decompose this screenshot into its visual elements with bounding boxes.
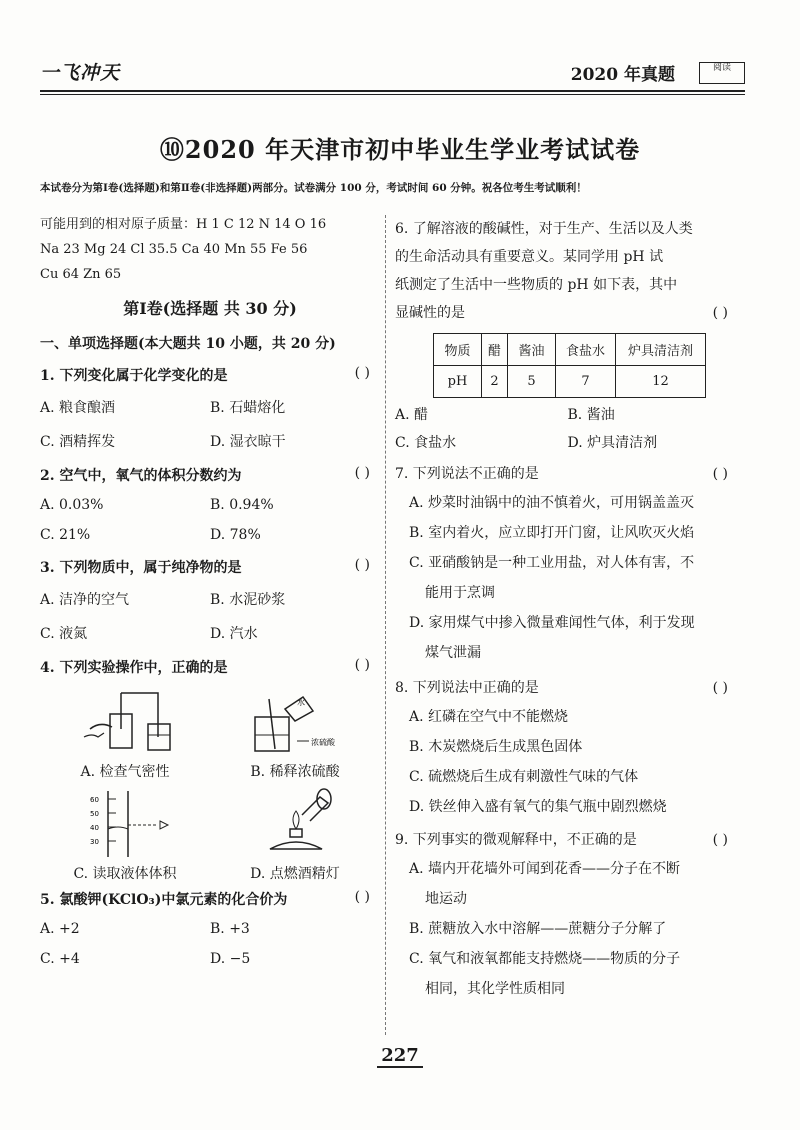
label-acid: 浓硫酸	[311, 738, 335, 747]
answer-blank: ( )	[354, 365, 370, 381]
option-c-continued: 能用于烹调	[425, 585, 495, 601]
tick-label: 30	[90, 838, 99, 846]
header-rule	[40, 90, 745, 92]
question-2-options-2	[40, 527, 380, 543]
option-b: B. +3	[210, 921, 250, 937]
question-5-stem	[40, 889, 380, 909]
question-1-text: 1. 下列变化属于化学变化的是	[40, 368, 228, 384]
label-water: 水	[297, 698, 305, 707]
tick-label: 40	[90, 824, 99, 832]
figure-a	[40, 689, 210, 781]
table-header: 食盐水	[556, 334, 616, 366]
alcohol-lamp-icon	[240, 787, 350, 861]
option-d: D. 铁丝伸入盛有氧气的集气瓶中剧烈燃烧	[409, 799, 667, 815]
tick-label: 50	[90, 810, 99, 818]
option-c: C. 氧气和液氧都能支持燃烧——物质的分子	[409, 951, 681, 967]
airtight-check-icon	[70, 689, 180, 759]
option-c: C. 液氮	[40, 626, 88, 642]
option-b: B. 0.94%	[210, 497, 274, 513]
page-header	[40, 52, 745, 92]
option-d: D. 炉具清洁剂	[567, 435, 658, 451]
question-1-options-2	[40, 431, 380, 451]
answer-blank: ( )	[712, 680, 728, 696]
question-7-stem	[395, 460, 740, 488]
column-divider	[385, 215, 386, 1035]
measuring-cylinder-icon	[70, 787, 180, 861]
question-3-text: 3. 下列物质中，属于纯净物的是	[40, 560, 242, 576]
figure-b-caption: B. 稀释浓硫酸	[250, 764, 340, 780]
exam-note: 本试卷分为第Ⅰ卷(选择题)和第Ⅱ卷(非选择题)两部分。试卷满分 100 分，考试时间 60 分钟。祝各位考生考试顺利！	[40, 182, 587, 194]
table-cell: 5	[508, 366, 556, 398]
figure-d	[210, 787, 380, 883]
question-3-options-2	[40, 623, 380, 643]
option-d: D. 湿衣晾干	[210, 434, 286, 450]
tick-label: 60	[90, 796, 99, 804]
option-a: A. 醋	[395, 407, 429, 423]
question-4-figures-top	[40, 689, 380, 781]
question-6-line-2: 的生命活动具有重要意义。某同学用 pH 试	[395, 249, 664, 265]
option-c: C. 食盐水	[395, 435, 457, 451]
question-6-line-1: 6. 了解溶液的酸碱性，对于生产、生活以及人类	[395, 221, 693, 237]
part-one-heading: 一、单项选择题(本大题共 10 小题，共 20 分)	[40, 336, 336, 352]
figure-c-caption: C. 读取液体体积	[73, 866, 177, 882]
table-header: 酱油	[508, 334, 556, 366]
reading-icon	[699, 62, 745, 84]
option-a: A. 0.03%	[40, 497, 104, 513]
option-b: B. 木炭燃烧后生成黑色固体	[409, 739, 583, 755]
option-c: C. 亚硝酸钠是一种工业用盐，对人体有害，不	[409, 555, 695, 571]
question-5-text: 5. 氯酸钾(KClO₃)中氯元素的化合价为	[40, 892, 288, 908]
table-cell: 7	[556, 366, 616, 398]
question-2-text: 2. 空气中，氧气的体积分数约为	[40, 468, 242, 484]
option-c: C. +4	[40, 951, 80, 967]
option-a: A. 炒菜时油锅中的油不慎着火，可用锅盖盖灭	[409, 495, 695, 511]
option-c: C. 21%	[40, 527, 91, 543]
question-7-text: 7. 下列说法不正确的是	[395, 466, 539, 482]
answer-blank: ( )	[712, 305, 728, 321]
ph-table-header-row	[434, 334, 706, 366]
left-column	[40, 215, 380, 981]
page-number	[0, 1045, 800, 1068]
question-8-stem	[395, 674, 740, 702]
question-8-text: 8. 下列说法中正确的是	[395, 680, 539, 696]
atomic-masses-line-1: 可能用到的相对原子质量：H 1 C 12 N 14 O 16	[40, 217, 327, 232]
answer-blank: ( )	[354, 889, 370, 905]
option-c: C. 酒精挥发	[40, 434, 116, 450]
question-3-options	[40, 589, 380, 609]
ph-table	[433, 333, 706, 398]
brand-logo: 一飞冲天	[40, 62, 121, 84]
option-b: B. 蔗糖放入水中溶解——蔗糖分子分解了	[409, 921, 667, 937]
exam-title: ⑩2020 年天津市初中毕业生学业考试试卷	[159, 135, 641, 164]
option-a-continued: 地运动	[425, 891, 467, 907]
atomic-masses-line-3: Cu 64 Zn 65	[40, 267, 122, 282]
option-a: A. +2	[40, 921, 80, 937]
section-title: 第Ⅰ卷(选择题 共 30 分)	[123, 299, 297, 318]
header-rule-thin	[40, 94, 745, 95]
answer-blank: ( )	[354, 465, 370, 481]
right-column	[395, 215, 740, 1004]
question-9-text: 9. 下列事实的微观解释中，不正确的是	[395, 832, 637, 848]
figure-b	[210, 689, 380, 781]
answer-blank: ( )	[354, 657, 370, 673]
question-5-options-2	[40, 951, 380, 967]
question-1-stem	[40, 365, 380, 385]
question-4-figures-bottom	[40, 787, 380, 883]
figure-c	[40, 787, 210, 883]
atomic-masses	[40, 215, 380, 284]
question-6-stem	[395, 215, 740, 327]
option-b: B. 石蜡熔化	[210, 400, 286, 416]
option-d: D. 78%	[210, 527, 261, 543]
option-a: A. 红磷在空气中不能燃烧	[409, 709, 569, 725]
option-a: A. 粮食酿酒	[40, 400, 116, 416]
table-cell: 2	[482, 366, 508, 398]
option-b: B. 酱油	[567, 407, 615, 423]
table-cell: pH	[434, 366, 482, 398]
option-d-continued: 煤气泄漏	[425, 645, 481, 661]
answer-blank: ( )	[712, 832, 728, 848]
year-tag: 2020 年真题	[570, 65, 675, 85]
option-d: D. 家用煤气中掺入微量难闻性气体，利于发现	[409, 615, 695, 631]
question-9-stem	[395, 826, 740, 854]
table-header: 醋	[482, 334, 508, 366]
atomic-masses-line-2: Na 23 Mg 24 Cl 35.5 Ca 40 Mn 55 Fe 56	[40, 242, 308, 257]
page-number-text: 227	[377, 1045, 423, 1068]
question-6-line-4-text: 显碱性的是	[395, 305, 465, 321]
question-6-options	[395, 404, 740, 424]
dilute-acid-icon	[235, 689, 355, 759]
reading-icon-label: 阅读	[712, 63, 731, 73]
option-a: A. 墙内开花墙外可闻到花香——分子在不断	[409, 861, 681, 877]
table-header: 物质	[434, 334, 482, 366]
option-d: D. 汽水	[210, 626, 258, 642]
answer-blank: ( )	[712, 466, 728, 482]
ph-table-value-row	[434, 366, 706, 398]
option-a: A. 洁净的空气	[40, 592, 130, 608]
option-d: D. −5	[210, 951, 251, 967]
question-6-options-2	[395, 432, 740, 452]
figure-d-caption: D. 点燃酒精灯	[250, 866, 340, 882]
question-2-stem	[40, 465, 380, 485]
option-c: C. 硫燃烧后生成有刺激性气味的气体	[409, 769, 639, 785]
question-1-options	[40, 397, 380, 417]
table-header: 炉具清洁剂	[616, 334, 706, 366]
question-4-stem	[40, 657, 380, 677]
question-6-line-4	[395, 299, 740, 327]
answer-blank: ( )	[354, 557, 370, 573]
option-c-continued: 相同，其化学性质相同	[425, 981, 565, 997]
option-b: B. 水泥砂浆	[210, 592, 286, 608]
question-2-options	[40, 497, 380, 513]
question-4-text: 4. 下列实验操作中，正确的是	[40, 660, 228, 676]
question-6-line-3: 纸测定了生活中一些物质的 pH 如下表，其中	[395, 277, 678, 293]
question-5-options	[40, 921, 380, 937]
table-cell: 12	[616, 366, 706, 398]
figure-a-caption: A. 检查气密性	[80, 764, 170, 780]
option-b: B. 室内着火，应立即打开门窗，让风吹灭火焰	[409, 525, 695, 541]
question-3-stem	[40, 557, 380, 577]
